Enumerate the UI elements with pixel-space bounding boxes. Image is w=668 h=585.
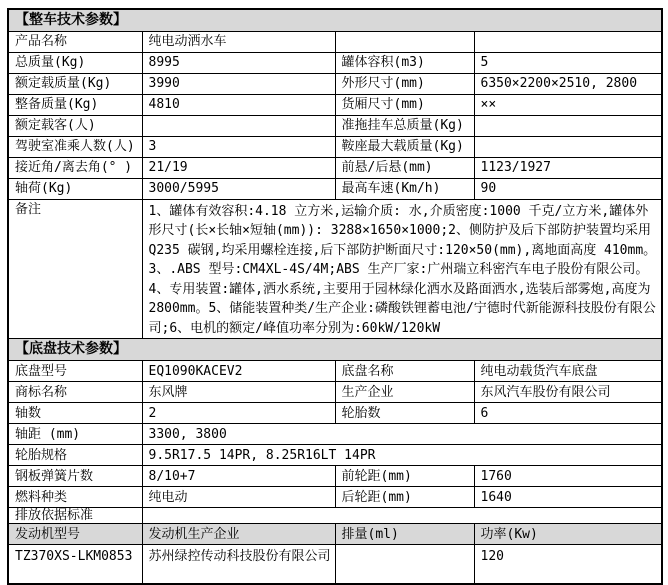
engine-displacement — [335, 545, 474, 584]
table-row — [8, 73, 662, 94]
param-value: 3990 — [142, 73, 335, 94]
table-row — [8, 94, 662, 115]
engine-header-row — [8, 524, 662, 545]
param-value: 东风汽车股份有限公司 — [474, 382, 662, 403]
table-row — [8, 445, 662, 466]
param-label: 产品名称 — [8, 31, 142, 52]
param-value: 21/19 — [142, 157, 335, 178]
param-value: 9.5R17.5 14PR, 8.25R16LT 14PR — [142, 445, 662, 466]
chassis-section-title: 【底盘技术参数】 — [8, 339, 662, 361]
param-label: 罐体容积(m3) — [335, 52, 474, 73]
param-value — [142, 508, 662, 524]
engine-power: 120 — [474, 545, 662, 584]
param-value: 6 — [474, 403, 662, 424]
param-value: 3000/5995 — [142, 178, 335, 199]
column-header: 发动机型号 — [8, 524, 142, 545]
param-label: 驾驶室准乘人数(人) — [8, 136, 142, 157]
table-row — [8, 424, 662, 445]
param-label: 轴距 (mm) — [8, 424, 142, 445]
param-label: 排放依据标准 — [8, 508, 142, 524]
param-value: 3 — [142, 136, 335, 157]
param-value — [142, 115, 335, 136]
param-label — [335, 31, 474, 52]
param-label: 底盘名称 — [335, 361, 474, 382]
param-value: 东风牌 — [142, 382, 335, 403]
param-value: 4810 — [142, 94, 335, 115]
engine-model: TZ370XS-LKM0853 — [8, 545, 142, 584]
param-value — [474, 31, 662, 52]
table-row — [8, 466, 662, 487]
param-value: 6350×2200×2510, 2800 — [474, 73, 662, 94]
param-value: 1760 — [474, 466, 662, 487]
param-label: 轮胎数 — [335, 403, 474, 424]
column-header: 发动机生产企业 — [142, 524, 335, 545]
param-label: 鞍座最大载质量(Kg) — [335, 136, 474, 157]
remarks-row — [8, 199, 662, 339]
param-label: 前轮距(mm) — [335, 466, 474, 487]
table-row — [8, 487, 662, 508]
param-value: 2 — [142, 403, 335, 424]
vehicle-section-header — [8, 9, 662, 31]
param-label: 总质量(Kg) — [8, 52, 142, 73]
chassis-section-header — [8, 339, 662, 361]
param-label: 前悬/后悬(mm) — [335, 157, 474, 178]
param-label: 商标名称 — [8, 382, 142, 403]
param-value: 纯电动洒水车 — [142, 31, 335, 52]
param-value: 纯电动载货汽车底盘 — [474, 361, 662, 382]
engine-manufacturer: 苏州绿控传动科技股份有限公司 — [142, 545, 335, 584]
param-label: 最高车速(Km/h) — [335, 178, 474, 199]
param-value: ×× — [474, 94, 662, 115]
param-value: 1123/1927 — [474, 157, 662, 178]
param-label: 生产企业 — [335, 382, 474, 403]
param-value: 纯电动 — [142, 487, 335, 508]
param-label: 外形尺寸(mm) — [335, 73, 474, 94]
vehicle-spec-table — [7, 8, 663, 585]
param-label: 轴荷(Kg) — [8, 178, 142, 199]
param-label: 货厢尺寸(mm) — [335, 94, 474, 115]
table-row — [8, 178, 662, 199]
engine-data-row — [8, 545, 662, 584]
table-row — [8, 361, 662, 382]
emission-standard-row — [8, 508, 662, 524]
param-value: 1640 — [474, 487, 662, 508]
param-label: 接近角/离去角(° ) — [8, 157, 142, 178]
param-value: 8995 — [142, 52, 335, 73]
param-label: 燃料种类 — [8, 487, 142, 508]
param-label: 轮胎规格 — [8, 445, 142, 466]
table-row — [8, 115, 662, 136]
param-value: 90 — [474, 178, 662, 199]
column-header: 功率(Kw) — [474, 524, 662, 545]
param-label: 底盘型号 — [8, 361, 142, 382]
param-label: 后轮距(mm) — [335, 487, 474, 508]
param-label: 准拖挂车总质量(Kg) — [335, 115, 474, 136]
table-row — [8, 31, 662, 52]
remarks-text: 1、罐体有效容积:4.18 立方米,运输介质: 水,介质密度:1000 千克/立方米,罐体外形尺寸(长×长轴×短轴(mm)): 3288×1650×1000;2、侧防护及后下部防护装置均采用 Q235 碳钢,均采用螺栓连接,后下部防护断面尺寸:120×50(mm),离地面高度 410mm。3、.ABS 型号:CM4XL-4S/4M;ABS 生产厂家:广州瑞立科密汽车电子股份有限公司。4、专用装置:罐体,洒水系统,主要用于园林绿化洒水及路面洒水,选装后部雾炮,高度为 2800mm。5、储能装置种类/生产企业:磷酸铁锂蓄电池/宁德时代新能源科技股份有限公司;6、电机的额定/峰值功率分别为:60kW/120kW — [142, 199, 662, 339]
param-label: 轴数 — [8, 403, 142, 424]
table-row — [8, 52, 662, 73]
param-value — [474, 136, 662, 157]
table-row — [8, 403, 662, 424]
param-label: 额定载客(人) — [8, 115, 142, 136]
table-row — [8, 136, 662, 157]
param-value: 3300, 3800 — [142, 424, 662, 445]
param-label: 整备质量(Kg) — [8, 94, 142, 115]
column-header: 排量(ml) — [335, 524, 474, 545]
param-label: 钢板弹簧片数 — [8, 466, 142, 487]
vehicle-section-title: 【整车技术参数】 — [8, 9, 662, 31]
param-value: 8/10+7 — [142, 466, 335, 487]
table-row — [8, 157, 662, 178]
remarks-label: 备注 — [8, 199, 142, 339]
param-label: 额定载质量(Kg) — [8, 73, 142, 94]
table-row — [8, 382, 662, 403]
param-value: 5 — [474, 52, 662, 73]
param-value: EQ1090KACEV2 — [142, 361, 335, 382]
param-value — [474, 115, 662, 136]
